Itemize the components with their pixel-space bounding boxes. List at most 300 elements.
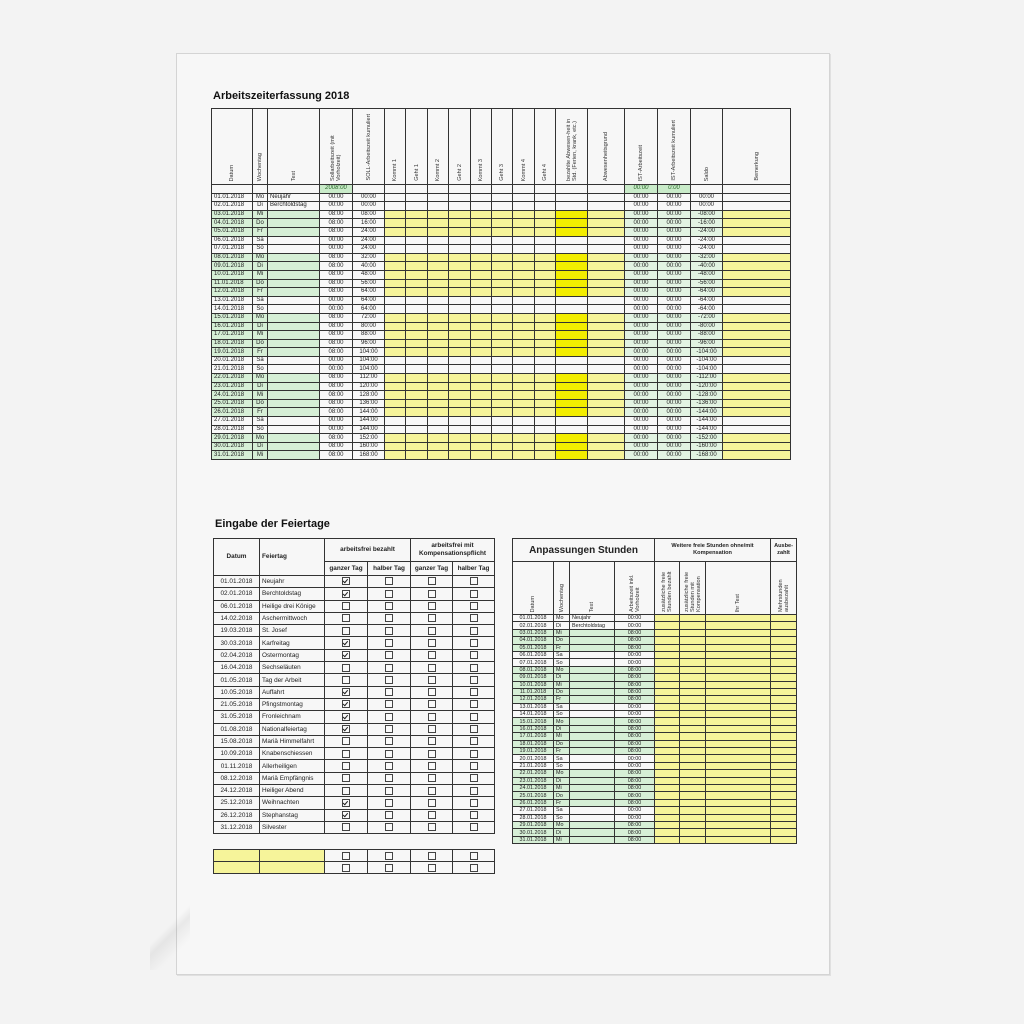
checkbox-checked[interactable] xyxy=(342,811,350,819)
adjust-input-cell[interactable] xyxy=(706,740,771,747)
time-input-cell[interactable] xyxy=(535,227,556,236)
adjust-input-cell[interactable] xyxy=(706,821,771,828)
time-input-cell[interactable] xyxy=(535,245,556,254)
absence-reason-cell[interactable] xyxy=(588,356,625,365)
time-input-cell[interactable] xyxy=(535,348,556,357)
time-input-cell[interactable] xyxy=(385,391,406,400)
time-input-cell[interactable] xyxy=(471,382,492,391)
time-input-cell[interactable] xyxy=(513,356,535,365)
time-input-cell[interactable] xyxy=(513,305,535,314)
time-input-cell[interactable] xyxy=(449,253,471,262)
remark-cell[interactable] xyxy=(723,425,791,434)
text-cell[interactable] xyxy=(268,296,320,305)
remark-cell[interactable] xyxy=(723,322,791,331)
remark-cell[interactable] xyxy=(723,210,791,219)
time-input-cell[interactable] xyxy=(513,399,535,408)
time-input-cell[interactable] xyxy=(471,202,492,211)
time-input-cell[interactable] xyxy=(535,417,556,426)
time-input-cell[interactable] xyxy=(492,365,513,374)
time-input-cell[interactable] xyxy=(406,202,428,211)
adjust-input-cell[interactable] xyxy=(771,615,797,622)
time-input-cell[interactable] xyxy=(449,322,471,331)
absence-hours-cell[interactable] xyxy=(556,399,588,408)
time-input-cell[interactable] xyxy=(535,262,556,271)
time-input-cell[interactable] xyxy=(513,296,535,305)
time-input-cell[interactable] xyxy=(385,331,406,340)
adjust-input-cell[interactable] xyxy=(655,740,680,747)
absence-hours-cell[interactable] xyxy=(556,382,588,391)
checkbox-unchecked[interactable] xyxy=(385,774,393,782)
time-input-cell[interactable] xyxy=(385,322,406,331)
time-input-cell[interactable] xyxy=(513,219,535,228)
adjust-input-cell[interactable] xyxy=(680,748,706,755)
adjust-input-cell[interactable] xyxy=(706,784,771,791)
checkbox-checked[interactable] xyxy=(342,700,350,708)
absence-hours-cell[interactable] xyxy=(556,279,588,288)
absence-hours-cell[interactable] xyxy=(556,365,588,374)
text-cell[interactable] xyxy=(268,417,320,426)
checkbox-unchecked[interactable] xyxy=(385,700,393,708)
time-input-cell[interactable] xyxy=(492,434,513,443)
remark-cell[interactable] xyxy=(723,399,791,408)
time-input-cell[interactable] xyxy=(492,399,513,408)
adjust-input-cell[interactable] xyxy=(706,637,771,644)
time-input-cell[interactable] xyxy=(449,245,471,254)
checkbox-unchecked[interactable] xyxy=(342,864,350,872)
checkbox-unchecked[interactable] xyxy=(385,627,393,635)
time-input-cell[interactable] xyxy=(406,408,428,417)
time-input-cell[interactable] xyxy=(449,348,471,357)
remark-cell[interactable] xyxy=(723,331,791,340)
time-input-cell[interactable] xyxy=(385,245,406,254)
adjust-input-cell[interactable] xyxy=(655,777,680,784)
absence-hours-cell[interactable] xyxy=(556,296,588,305)
adjust-input-cell[interactable] xyxy=(771,659,797,666)
adjust-input-cell[interactable] xyxy=(680,777,706,784)
checkbox-unchecked[interactable] xyxy=(428,774,436,782)
time-input-cell[interactable] xyxy=(492,253,513,262)
checkbox-unchecked[interactable] xyxy=(470,750,478,758)
adjust-input-cell[interactable] xyxy=(655,725,680,732)
checkbox-unchecked[interactable] xyxy=(428,664,436,672)
adjust-input-cell[interactable] xyxy=(680,762,706,769)
time-input-cell[interactable] xyxy=(406,305,428,314)
adjust-input-cell[interactable] xyxy=(655,622,680,629)
time-input-cell[interactable] xyxy=(492,382,513,391)
time-input-cell[interactable] xyxy=(492,322,513,331)
adjust-input-cell[interactable] xyxy=(655,718,680,725)
text-cell[interactable] xyxy=(268,313,320,322)
checkbox-unchecked[interactable] xyxy=(428,713,436,721)
adjust-input-cell[interactable] xyxy=(680,615,706,622)
adjust-input-cell[interactable] xyxy=(680,755,706,762)
time-input-cell[interactable] xyxy=(406,365,428,374)
holiday-date-input[interactable] xyxy=(214,850,260,862)
adjust-input-cell[interactable] xyxy=(680,659,706,666)
checkbox-checked[interactable] xyxy=(342,577,350,585)
time-input-cell[interactable] xyxy=(471,339,492,348)
checkbox-unchecked[interactable] xyxy=(470,577,478,585)
time-input-cell[interactable] xyxy=(471,408,492,417)
text-cell[interactable] xyxy=(268,236,320,245)
checkbox-unchecked[interactable] xyxy=(470,639,478,647)
adjust-input-cell[interactable] xyxy=(771,748,797,755)
time-input-cell[interactable] xyxy=(513,270,535,279)
checkbox-unchecked[interactable] xyxy=(470,725,478,733)
time-input-cell[interactable] xyxy=(492,219,513,228)
time-input-cell[interactable] xyxy=(406,270,428,279)
time-input-cell[interactable] xyxy=(449,339,471,348)
time-input-cell[interactable] xyxy=(513,288,535,297)
checkbox-unchecked[interactable] xyxy=(470,799,478,807)
time-input-cell[interactable] xyxy=(385,227,406,236)
time-input-cell[interactable] xyxy=(471,279,492,288)
text-cell[interactable] xyxy=(268,442,320,451)
remark-cell[interactable] xyxy=(723,408,791,417)
absence-reason-cell[interactable] xyxy=(588,348,625,357)
adjust-input-cell[interactable] xyxy=(771,829,797,836)
adjust-input-cell[interactable] xyxy=(655,703,680,710)
adjust-input-cell[interactable] xyxy=(655,792,680,799)
adjust-input-cell[interactable] xyxy=(680,651,706,658)
time-input-cell[interactable] xyxy=(513,365,535,374)
time-input-cell[interactable] xyxy=(385,193,406,202)
text-cell[interactable] xyxy=(268,305,320,314)
checkbox-unchecked[interactable] xyxy=(428,864,436,872)
text-cell[interactable] xyxy=(268,253,320,262)
absence-hours-cell[interactable] xyxy=(556,356,588,365)
checkbox-unchecked[interactable] xyxy=(470,664,478,672)
time-input-cell[interactable] xyxy=(428,305,449,314)
time-input-cell[interactable] xyxy=(513,417,535,426)
time-input-cell[interactable] xyxy=(535,434,556,443)
time-input-cell[interactable] xyxy=(471,305,492,314)
time-input-cell[interactable] xyxy=(492,210,513,219)
checkbox-unchecked[interactable] xyxy=(385,651,393,659)
remark-cell[interactable] xyxy=(723,288,791,297)
checkbox-unchecked[interactable] xyxy=(342,614,350,622)
adjust-input-cell[interactable] xyxy=(706,688,771,695)
time-input-cell[interactable] xyxy=(513,279,535,288)
time-input-cell[interactable] xyxy=(513,236,535,245)
remark-cell[interactable] xyxy=(723,202,791,211)
time-input-cell[interactable] xyxy=(535,408,556,417)
adjust-input-cell[interactable] xyxy=(655,770,680,777)
time-input-cell[interactable] xyxy=(471,210,492,219)
time-input-cell[interactable] xyxy=(428,202,449,211)
checkbox-unchecked[interactable] xyxy=(428,823,436,831)
time-input-cell[interactable] xyxy=(471,253,492,262)
adjust-input-cell[interactable] xyxy=(706,755,771,762)
absence-hours-cell[interactable] xyxy=(556,236,588,245)
adjust-input-cell[interactable] xyxy=(680,836,706,843)
time-input-cell[interactable] xyxy=(406,374,428,383)
checkbox-unchecked[interactable] xyxy=(470,713,478,721)
time-input-cell[interactable] xyxy=(492,374,513,383)
time-input-cell[interactable] xyxy=(535,442,556,451)
adjust-input-cell[interactable] xyxy=(680,740,706,747)
time-input-cell[interactable] xyxy=(385,253,406,262)
time-input-cell[interactable] xyxy=(492,391,513,400)
text-cell[interactable] xyxy=(268,219,320,228)
checkbox-unchecked[interactable] xyxy=(385,787,393,795)
adjust-input-cell[interactable] xyxy=(771,681,797,688)
time-input-cell[interactable] xyxy=(385,451,406,460)
checkbox-unchecked[interactable] xyxy=(428,639,436,647)
checkbox-unchecked[interactable] xyxy=(428,577,436,585)
adjust-input-cell[interactable] xyxy=(680,814,706,821)
time-input-cell[interactable] xyxy=(406,313,428,322)
checkbox-unchecked[interactable] xyxy=(470,787,478,795)
adjust-input-cell[interactable] xyxy=(655,666,680,673)
time-input-cell[interactable] xyxy=(513,348,535,357)
time-input-cell[interactable] xyxy=(449,331,471,340)
time-input-cell[interactable] xyxy=(535,356,556,365)
time-input-cell[interactable] xyxy=(385,288,406,297)
checkbox-unchecked[interactable] xyxy=(470,676,478,684)
time-input-cell[interactable] xyxy=(428,356,449,365)
time-input-cell[interactable] xyxy=(406,339,428,348)
checkbox-unchecked[interactable] xyxy=(385,602,393,610)
time-input-cell[interactable] xyxy=(535,339,556,348)
time-input-cell[interactable] xyxy=(406,227,428,236)
time-input-cell[interactable] xyxy=(471,417,492,426)
adjust-input-cell[interactable] xyxy=(680,770,706,777)
time-input-cell[interactable] xyxy=(535,425,556,434)
time-input-cell[interactable] xyxy=(406,417,428,426)
time-input-cell[interactable] xyxy=(535,391,556,400)
remark-cell[interactable] xyxy=(723,219,791,228)
time-input-cell[interactable] xyxy=(535,382,556,391)
time-input-cell[interactable] xyxy=(428,279,449,288)
absence-reason-cell[interactable] xyxy=(588,202,625,211)
adjust-input-cell[interactable] xyxy=(655,688,680,695)
text-cell[interactable] xyxy=(268,356,320,365)
time-input-cell[interactable] xyxy=(513,442,535,451)
absence-reason-cell[interactable] xyxy=(588,296,625,305)
absence-reason-cell[interactable] xyxy=(588,193,625,202)
time-input-cell[interactable] xyxy=(535,296,556,305)
time-input-cell[interactable] xyxy=(449,451,471,460)
checkbox-unchecked[interactable] xyxy=(385,577,393,585)
time-input-cell[interactable] xyxy=(428,288,449,297)
absence-hours-cell[interactable] xyxy=(556,219,588,228)
absence-reason-cell[interactable] xyxy=(588,253,625,262)
time-input-cell[interactable] xyxy=(471,434,492,443)
adjust-input-cell[interactable] xyxy=(680,792,706,799)
time-input-cell[interactable] xyxy=(535,322,556,331)
checkbox-unchecked[interactable] xyxy=(428,811,436,819)
adjust-input-cell[interactable] xyxy=(680,703,706,710)
remark-cell[interactable] xyxy=(723,227,791,236)
absence-reason-cell[interactable] xyxy=(588,219,625,228)
time-input-cell[interactable] xyxy=(449,305,471,314)
adjust-input-cell[interactable] xyxy=(680,622,706,629)
absence-hours-cell[interactable] xyxy=(556,270,588,279)
time-input-cell[interactable] xyxy=(535,331,556,340)
adjust-input-cell[interactable] xyxy=(680,807,706,814)
text-cell[interactable] xyxy=(268,391,320,400)
adjust-input-cell[interactable] xyxy=(771,674,797,681)
time-input-cell[interactable] xyxy=(449,399,471,408)
text-cell[interactable] xyxy=(268,270,320,279)
time-input-cell[interactable] xyxy=(385,408,406,417)
absence-hours-cell[interactable] xyxy=(556,313,588,322)
time-input-cell[interactable] xyxy=(471,348,492,357)
checkbox-unchecked[interactable] xyxy=(470,590,478,598)
adjust-input-cell[interactable] xyxy=(706,703,771,710)
remark-cell[interactable] xyxy=(723,434,791,443)
adjust-input-cell[interactable] xyxy=(771,637,797,644)
adjust-input-cell[interactable] xyxy=(771,777,797,784)
checkbox-unchecked[interactable] xyxy=(385,688,393,696)
text-cell[interactable] xyxy=(268,339,320,348)
adjust-input-cell[interactable] xyxy=(706,681,771,688)
adjust-input-cell[interactable] xyxy=(655,637,680,644)
checkbox-unchecked[interactable] xyxy=(470,823,478,831)
time-input-cell[interactable] xyxy=(406,296,428,305)
time-input-cell[interactable] xyxy=(428,442,449,451)
checkbox-unchecked[interactable] xyxy=(470,627,478,635)
time-input-cell[interactable] xyxy=(492,270,513,279)
absence-hours-cell[interactable] xyxy=(556,253,588,262)
checkbox-unchecked[interactable] xyxy=(428,700,436,708)
remark-cell[interactable] xyxy=(723,296,791,305)
checkbox-unchecked[interactable] xyxy=(470,700,478,708)
checkbox-unchecked[interactable] xyxy=(385,811,393,819)
text-cell[interactable]: Neujahr xyxy=(268,193,320,202)
time-input-cell[interactable] xyxy=(385,399,406,408)
checkbox-checked[interactable] xyxy=(342,725,350,733)
absence-reason-cell[interactable] xyxy=(588,451,625,460)
time-input-cell[interactable] xyxy=(406,391,428,400)
checkbox-unchecked[interactable] xyxy=(385,725,393,733)
adjust-input-cell[interactable] xyxy=(771,770,797,777)
time-input-cell[interactable] xyxy=(406,322,428,331)
remark-cell[interactable] xyxy=(723,348,791,357)
adjust-input-cell[interactable] xyxy=(655,784,680,791)
checkbox-unchecked[interactable] xyxy=(342,602,350,610)
adjust-input-cell[interactable] xyxy=(655,651,680,658)
adjust-input-cell[interactable] xyxy=(771,651,797,658)
adjust-input-cell[interactable] xyxy=(771,836,797,843)
checkbox-unchecked[interactable] xyxy=(385,823,393,831)
time-input-cell[interactable] xyxy=(492,262,513,271)
time-input-cell[interactable] xyxy=(492,408,513,417)
time-input-cell[interactable] xyxy=(406,219,428,228)
time-input-cell[interactable] xyxy=(385,262,406,271)
absence-reason-cell[interactable] xyxy=(588,210,625,219)
adjust-input-cell[interactable] xyxy=(771,644,797,651)
remark-cell[interactable] xyxy=(723,253,791,262)
time-input-cell[interactable] xyxy=(535,365,556,374)
adjust-input-cell[interactable] xyxy=(680,711,706,718)
adjust-input-cell[interactable] xyxy=(771,762,797,769)
time-input-cell[interactable] xyxy=(385,270,406,279)
absence-reason-cell[interactable] xyxy=(588,399,625,408)
checkbox-unchecked[interactable] xyxy=(428,676,436,684)
adjust-input-cell[interactable] xyxy=(706,799,771,806)
checkbox-unchecked[interactable] xyxy=(385,590,393,598)
text-cell[interactable] xyxy=(268,382,320,391)
adjust-input-cell[interactable] xyxy=(655,681,680,688)
adjust-input-cell[interactable] xyxy=(771,784,797,791)
remark-cell[interactable] xyxy=(723,313,791,322)
adjust-input-cell[interactable] xyxy=(655,807,680,814)
holiday-name-input[interactable] xyxy=(260,862,325,874)
adjust-input-cell[interactable] xyxy=(706,622,771,629)
time-input-cell[interactable] xyxy=(535,219,556,228)
adjust-input-cell[interactable] xyxy=(706,829,771,836)
time-input-cell[interactable] xyxy=(428,374,449,383)
time-input-cell[interactable] xyxy=(406,382,428,391)
absence-hours-cell[interactable] xyxy=(556,442,588,451)
time-input-cell[interactable] xyxy=(449,262,471,271)
adjust-input-cell[interactable] xyxy=(680,666,706,673)
time-input-cell[interactable] xyxy=(428,339,449,348)
absence-reason-cell[interactable] xyxy=(588,339,625,348)
time-input-cell[interactable] xyxy=(428,227,449,236)
checkbox-unchecked[interactable] xyxy=(342,823,350,831)
adjust-input-cell[interactable] xyxy=(706,718,771,725)
checkbox-unchecked[interactable] xyxy=(428,750,436,758)
time-input-cell[interactable] xyxy=(385,434,406,443)
adjust-input-cell[interactable] xyxy=(706,792,771,799)
time-input-cell[interactable] xyxy=(513,434,535,443)
time-input-cell[interactable] xyxy=(428,365,449,374)
text-cell[interactable] xyxy=(268,262,320,271)
absence-reason-cell[interactable] xyxy=(588,270,625,279)
holiday-date-input[interactable] xyxy=(214,862,260,874)
absence-hours-cell[interactable] xyxy=(556,210,588,219)
absence-hours-cell[interactable] xyxy=(556,262,588,271)
checkbox-unchecked[interactable] xyxy=(428,725,436,733)
checkbox-unchecked[interactable] xyxy=(470,811,478,819)
adjust-input-cell[interactable] xyxy=(706,696,771,703)
text-cell[interactable] xyxy=(268,279,320,288)
adjust-input-cell[interactable] xyxy=(655,711,680,718)
adjust-input-cell[interactable] xyxy=(771,807,797,814)
time-input-cell[interactable] xyxy=(513,227,535,236)
time-input-cell[interactable] xyxy=(535,399,556,408)
time-input-cell[interactable] xyxy=(492,193,513,202)
checkbox-unchecked[interactable] xyxy=(385,737,393,745)
time-input-cell[interactable] xyxy=(471,262,492,271)
time-input-cell[interactable] xyxy=(428,270,449,279)
adjust-input-cell[interactable] xyxy=(680,681,706,688)
text-cell[interactable] xyxy=(268,374,320,383)
checkbox-unchecked[interactable] xyxy=(342,737,350,745)
checkbox-unchecked[interactable] xyxy=(342,627,350,635)
adjust-input-cell[interactable] xyxy=(771,688,797,695)
adjust-input-cell[interactable] xyxy=(655,659,680,666)
text-cell[interactable] xyxy=(268,288,320,297)
time-input-cell[interactable] xyxy=(492,331,513,340)
time-input-cell[interactable] xyxy=(471,288,492,297)
remark-cell[interactable] xyxy=(723,193,791,202)
time-input-cell[interactable] xyxy=(449,193,471,202)
checkbox-unchecked[interactable] xyxy=(342,787,350,795)
time-input-cell[interactable] xyxy=(492,296,513,305)
time-input-cell[interactable] xyxy=(492,356,513,365)
time-input-cell[interactable] xyxy=(492,288,513,297)
time-input-cell[interactable] xyxy=(428,219,449,228)
time-input-cell[interactable] xyxy=(535,313,556,322)
checkbox-unchecked[interactable] xyxy=(342,750,350,758)
adjust-input-cell[interactable] xyxy=(771,666,797,673)
absence-reason-cell[interactable] xyxy=(588,434,625,443)
adjust-input-cell[interactable] xyxy=(655,615,680,622)
